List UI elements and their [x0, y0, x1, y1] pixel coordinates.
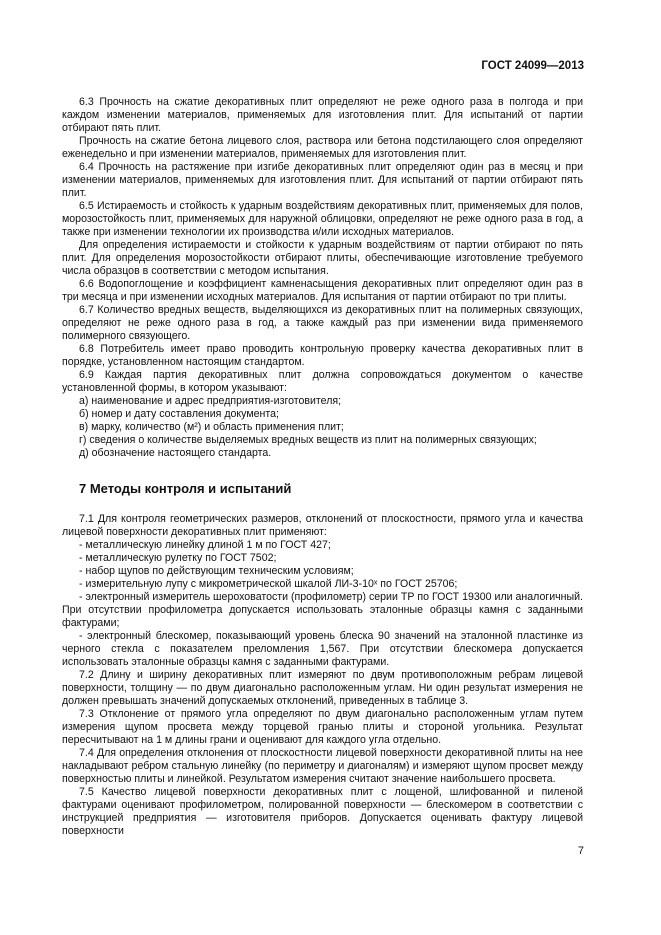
paragraph: Для определения истираемости и стойкости к ударным воздействиям от партии отбирают по пять плит. Для определения морозостойкости отбирают плиты, обеспечивающие изготовление требуемого числа образцов в соответствии с методом испытания. — [62, 239, 583, 277]
paragraph-7-5: 7.5 Качество лицевой поверхности декоративных плит с лощеной, шлифованной и пиленой фактурами оценивают профилометром, полированной поверхности — блескомером в соответствии с инструкцией предприятия — изготовителя приборов. Допускается оценивать фактуру лицевой поверхности — [62, 786, 583, 837]
paragraph-6-5: 6.5 Истираемость и стойкость к ударным воздействиям декоративных плит, применяемых для полов, морозостойкость плит, применяемых для наружной облицовки, определяют не реже одного раза в год, а также при изменении технологии их производства и/или исходных материалов. — [62, 200, 583, 238]
paragraph-7-2: 7.2 Длину и ширину декоративных плит измеряют по двум противоположным ребрам лицевой поверхности, толщину — по двум диагонально расположенным углам. Ни один результат измерения не должен превышать значений допускаемых отклонений, приведенных в таблице 3. — [62, 669, 583, 707]
paragraph-6-7: 6.7 Количество вредных веществ, выделяющихся из декоративных плит на полимерных связующих, определяют не реже одного раза в год, а также каждый раз при изменении вида применяемого полимерного связующего. — [62, 304, 583, 342]
paragraph-6-9: 6.9 Каждая партия декоративных плит должна сопровождаться документом о качестве установленной формы, в котором указывают: — [62, 369, 583, 394]
document-id: ГОСТ 24099—2013 — [481, 60, 584, 72]
paragraph-7-4: 7.4 Для определения отклонения от плоскостности лицевой поверхности декоративной плиты на нее накладывают ребром стальную линейку (по периметру и диагоналям) и измеряют щупом просвет между поверхностью плиты и линейкой. Результатом измерения считают значение наибольшего просвета. — [62, 747, 583, 785]
list-item: - набор щупов по действующим техническим условиям; — [79, 565, 354, 577]
paragraph-6-8: 6.8 Потребитель имеет право проводить контрольную проверку качества декоративных плит в порядке, установленном настоящим стандартом. — [62, 343, 583, 368]
list-item: в) марку, количество (м²) и область применения плит; — [79, 421, 344, 433]
list-item: - металлическую рулетку по ГОСТ 7502; — [79, 552, 277, 564]
paragraph-7-3: 7.3 Отклонение от прямого угла определяют по двум диагонально расположенным углам путем измерения щупом просвета между торцевой гранью плиты и стороной угольника. Результат пересчитывают на 1 м длины грани и оценивают для каждого угла отдельно. — [62, 708, 583, 746]
list-item: б) номер и дату составления документа; — [79, 408, 279, 420]
paragraph: Прочность на сжатие бетона лицевого слоя, раствора или бетона подстилающего слоя определяют еженедельно и при изменении материалов, применяемых для изготовления плит. — [62, 135, 583, 160]
paragraph-7-1: 7.1 Для контроля геометрических размеров, отклонений от плоскостности, прямого угла и качества лицевой поверхности декоративных плит применяют: — [62, 513, 583, 538]
paragraph-6-4: 6.4 Прочность на растяжение при изгибе декоративных плит определяют один раз в месяц и при изменении материалов, применяемых для изготовления плит. Для испытаний от партии отбирают пять плит. — [62, 161, 583, 199]
page-body — [62, 96, 583, 838]
list-item: - металлическую линейку длиной 1 м по ГОСТ 427; — [79, 539, 331, 551]
list-item: - измерительную лупу с микрометрической шкалой ЛИ-3-10ˣ по ГОСТ 25706; — [79, 578, 458, 590]
list-item: а) наименование и адрес предприятия-изготовителя; — [79, 395, 342, 407]
section-heading: 7 Методы контроля и испытаний — [79, 481, 292, 496]
paragraph-6-3: 6.3 Прочность на сжатие декоративных плит определяют не реже одного раза в полгода и при каждом изменении материалов, применяемых для изготовления плит. Для испытаний от партии отбирают пять плит. — [62, 96, 583, 134]
list-item: - электронный измеритель шероховатости (профилометр) серии ТР по ГОСТ 19300 или аналогичный. При отсутствии профилометра допускается использовать эталонные образцы камня с заданными фактурами; — [62, 591, 583, 629]
list-item: д) обозначение настоящего стандарта. — [79, 447, 272, 459]
paragraph-6-6: 6.6 Водопоглощение и коэффициент камненасыщения декоративных плит определяют один раз в три месяца и при изменении исходных материалов. Для испытания от партии отбирают по три плиты. — [62, 278, 583, 303]
page-number: 7 — [577, 845, 584, 857]
list-item: г) сведения о количестве выделяемых вредных веществ из плит на полимерных связующих; — [79, 434, 537, 446]
list-item: - электронный блескомер, показывающий уровень блеска 90 значений на эталонной пластинке из черного стекла с показателем преломления 1,567. При отсутствии блескомера допускается использовать эталонные образцы камня с заданными фактурами. — [62, 630, 583, 668]
